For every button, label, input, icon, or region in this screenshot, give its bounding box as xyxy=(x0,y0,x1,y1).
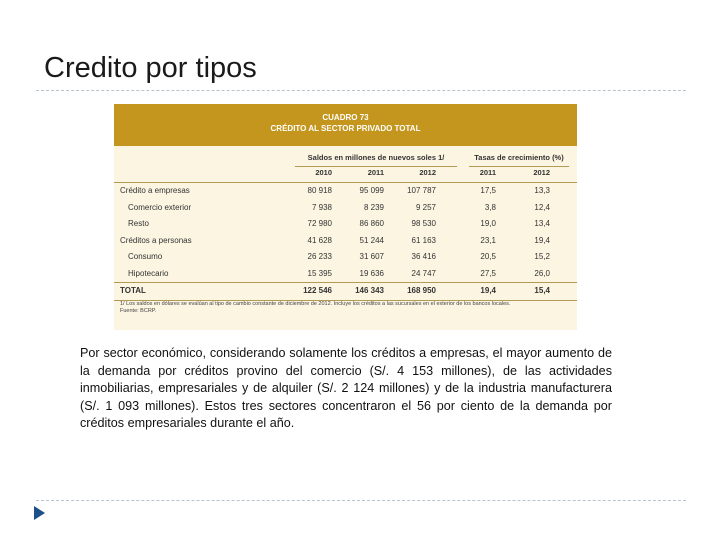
year-header: 2011 xyxy=(367,168,384,177)
cell: 41 628 xyxy=(307,235,332,245)
body-paragraph: Por sector económico, considerando solamente los créditos a empresas, el mayor aumento de la demanda por créditos provino del comercio (S/. 4 153 millones), de las actividades inmobiliarias, empresariales y de alquiler (S/. 2 124 millones) y de la industria manufacturera (S/. 1 093 millones). Estos tres sectores concentraron el 56 por ciento de la demanda por créditos empresariales durante el año. xyxy=(80,346,612,430)
year-header: 2012 xyxy=(533,168,550,177)
cell: 23,1 xyxy=(480,235,496,245)
table-body xyxy=(114,182,577,301)
table-header xyxy=(114,104,577,146)
cell: 27,5 xyxy=(480,268,496,278)
cell: 36 416 xyxy=(411,252,436,261)
cell: 19,4 xyxy=(480,286,496,295)
cell: 7 938 xyxy=(311,202,332,212)
cell: 17,5 xyxy=(480,186,496,195)
source-text: Fuente: BCRP. xyxy=(120,308,157,314)
cell: 72 980 xyxy=(307,219,332,228)
top-divider xyxy=(36,90,686,91)
table-row xyxy=(114,183,577,200)
group-saldos: Saldos en millones de nuevos soles 1/ xyxy=(295,150,457,167)
table-total-row xyxy=(114,282,577,301)
row-label: Créditos a personas xyxy=(120,235,192,245)
year-header: 2010 xyxy=(315,168,332,177)
cell: 107 787 xyxy=(407,186,436,195)
cell: 20,5 xyxy=(480,252,496,261)
row-label: Resto xyxy=(128,219,149,228)
cell: 19 636 xyxy=(359,268,384,278)
footnote-text: 1/ Los saldos en dólares se evalúan al tipo de cambio constante de diciembre de 2012. Incluye los créditos a las sucursales en el exterior de los bancos locales. xyxy=(120,301,511,307)
table-row xyxy=(114,249,577,266)
cell: 15,2 xyxy=(534,252,550,261)
table-row xyxy=(114,200,577,217)
cell: 31 607 xyxy=(359,252,384,261)
group-tasas: Tasas de crecimiento (%) xyxy=(469,150,569,167)
row-label: Hipotecario xyxy=(128,268,169,278)
credit-table xyxy=(114,104,577,330)
row-label: Crédito a empresas xyxy=(120,186,190,195)
row-label: TOTAL xyxy=(120,286,146,295)
cell: 86 860 xyxy=(359,219,384,228)
cell: 168 950 xyxy=(407,286,436,295)
table-footnote xyxy=(120,301,572,315)
cell: 9 257 xyxy=(415,202,436,212)
cell: 80 918 xyxy=(307,186,332,195)
cell: 13,3 xyxy=(534,186,550,195)
table-title: CRÉDITO AL SECTOR PRIVADO TOTAL xyxy=(270,124,421,133)
cell: 24 747 xyxy=(411,268,436,278)
cell: 15,4 xyxy=(534,286,550,295)
cell: 3,8 xyxy=(484,202,496,212)
bullet-arrow-icon xyxy=(34,506,45,520)
table-row xyxy=(114,216,577,233)
cell: 19,0 xyxy=(480,219,496,228)
table-caption: CUADRO 73 xyxy=(322,113,369,122)
cell: 19,4 xyxy=(534,235,550,245)
year-header: 2012 xyxy=(419,168,436,177)
row-label: Consumo xyxy=(128,252,163,261)
cell: 26,0 xyxy=(534,268,550,278)
slide-title: Credito por tipos xyxy=(44,52,257,84)
cell: 98 530 xyxy=(411,219,436,228)
cell: 26 233 xyxy=(307,252,332,261)
cell: 13,4 xyxy=(534,219,550,228)
cell: 95 099 xyxy=(359,186,384,195)
cell: 8 239 xyxy=(363,202,384,212)
table-row xyxy=(114,233,577,250)
cell: 12,4 xyxy=(534,202,550,212)
cell: 15 395 xyxy=(307,268,332,278)
cell: 61 163 xyxy=(411,235,436,245)
year-header-row xyxy=(114,168,577,180)
cell: 122 546 xyxy=(303,286,332,295)
row-label: Comercio exterior xyxy=(128,202,192,212)
year-header: 2011 xyxy=(479,168,496,177)
cell: 51 244 xyxy=(359,235,384,245)
cell: 146 343 xyxy=(355,286,384,295)
bottom-divider xyxy=(36,500,686,501)
table-row xyxy=(114,266,577,283)
